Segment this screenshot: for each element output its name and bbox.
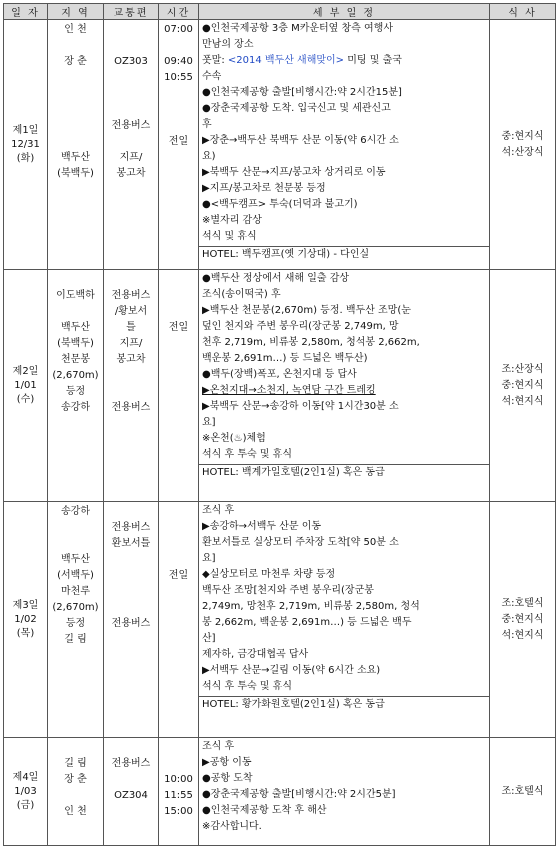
meal-item: 조:산장식 [501, 363, 544, 375]
schedule-line: ●백두(장백)폭포, 온천지대 등 답사 [202, 369, 357, 380]
transport-cell-line: 봉고차 [116, 354, 146, 365]
transport-cell-line: 틀 [126, 322, 136, 333]
schedule-cell [199, 502, 490, 738]
schedule-line: ●장춘국제공항 출발[비행시간:약 2시간5분] [202, 789, 396, 800]
region-cell-line: 송강하 [61, 506, 90, 517]
schedule-line: ◆실상모터로 마천루 차량 등정 [202, 569, 336, 580]
meals-cell [490, 738, 556, 846]
region-cell-line [48, 70, 103, 86]
time-cell-line: 전일 [168, 136, 189, 147]
region-cell-line: 마천루 [61, 586, 90, 597]
region-cell-line: 인 천 [64, 24, 87, 35]
day-label: (수) [16, 393, 35, 405]
meals-cell [490, 20, 556, 270]
schedule-line: ▶송강하→서백두 산문 이동 [202, 521, 322, 532]
transport-cell [104, 20, 159, 270]
schedule-line: 만남의 장소 [202, 39, 254, 50]
region-cell-line: 등정 [65, 618, 86, 629]
transport-cell-line: OZ303 [114, 56, 148, 67]
schedule-line: ▶장춘→백두산 북백두 산문 이동(약 6시간 소 [202, 135, 399, 146]
schedule-line: 산] [202, 633, 216, 644]
time-cell-line: 09:40 [164, 56, 193, 67]
region-cell-line [48, 118, 103, 134]
schedule-line: ※온천(♨)체험 [202, 433, 266, 444]
schedule-line: ▶지프/봉고차로 천문봉 등정 [202, 183, 326, 194]
header-schedule: 세 부 일 정 [199, 4, 490, 20]
schedule-meeting-title: <2014 백두산 새해맞이> [227, 55, 345, 66]
schedule-line: 석식 후 투숙 및 휴식 [202, 681, 292, 692]
transport-cell-line [104, 134, 158, 150]
schedule-line: ※감사합니다. [202, 821, 262, 832]
region-cell-line [48, 788, 103, 804]
transport-cell-line: 지프/ [119, 338, 143, 349]
transport-cell-line: 지프/ [119, 152, 143, 163]
region-cell-line: (2,670m) [52, 370, 99, 381]
transport-cell-line [104, 70, 158, 86]
day-label: 제1일 [12, 124, 39, 136]
time-cell-line [159, 740, 198, 756]
schedule-line: 수속 [202, 71, 222, 82]
itinerary-table [3, 3, 556, 846]
day-row [4, 502, 556, 738]
day-label: 1/01 [14, 379, 37, 391]
time-cell-line: 15:00 [164, 806, 193, 817]
schedule-cell [199, 738, 490, 846]
transport-cell-line [104, 552, 158, 568]
day-label: (화) [16, 152, 35, 164]
schedule-line: ▶서백두 산문→길림 이동(약 6시간 소요) [202, 665, 381, 676]
day-label: 제4일 [12, 771, 39, 783]
region-cell-line: 송강하 [61, 402, 90, 413]
schedule-lines [199, 270, 489, 464]
region-cell-line [48, 102, 103, 118]
time-cell-line: 11:55 [164, 790, 193, 801]
schedule-line: ●공항 도착 [202, 773, 253, 784]
day-row [4, 738, 556, 846]
schedule-line: 백두산 조망[천지와 주변 봉우리(장군봉 [202, 585, 374, 596]
schedule-lines [199, 20, 489, 246]
meals-cell [490, 270, 556, 502]
transport-cell-line [104, 504, 158, 520]
schedule-line: ▶공항 이동 [202, 757, 252, 768]
region-cell-line: 인 천 [64, 806, 87, 817]
region-cell-line: 길 림 [64, 634, 87, 645]
time-cell-line [159, 288, 198, 304]
region-cell [48, 270, 104, 502]
day-cell [4, 502, 48, 738]
region-cell-line: 백두산 [61, 554, 90, 565]
schedule-line: ●인천국제공항 3층 M카운터옆 창측 여행사 [202, 23, 393, 34]
day-label: 1/02 [14, 613, 37, 625]
region-cell-line [48, 520, 103, 536]
transport-cell-line [104, 600, 158, 616]
schedule-line: ●인천국제공항 출발[비행시간:약 2시간15분] [202, 87, 402, 98]
schedule-line: 조식 후 [202, 741, 235, 752]
schedule-line: ●백두산 정상에서 새해 일출 감상 [202, 273, 350, 284]
time-cell-line [159, 504, 198, 520]
transport-cell-line [104, 368, 158, 384]
schedule-line: 덮인 천지와 주변 봉우리(장군봉 2,749m, 망 [202, 321, 399, 332]
transport-cell-line: 환보서틀 [111, 538, 151, 549]
schedule-line [202, 53, 486, 69]
region-cell-line [48, 38, 103, 54]
transport-cell-line [104, 804, 158, 820]
region-cell [48, 20, 104, 270]
hotel-line: HOTEL: 백두캠프(옛 기상대) - 다인실 [199, 246, 489, 262]
day-cell [4, 738, 48, 846]
schedule-line: 2,749m, 망천후 2,719m, 비류봉 2,580m, 청석 [202, 601, 420, 612]
schedule-lines [199, 502, 489, 696]
time-cell-line [159, 118, 198, 134]
transport-cell-line [104, 38, 158, 54]
transport-cell-line [104, 772, 158, 788]
transport-cell-line: /황보서 [114, 306, 148, 317]
region-cell-line: (북백두) [57, 168, 94, 179]
region-cell-line: 장 춘 [64, 774, 87, 785]
meal-item: 석:현지식 [501, 629, 544, 641]
time-cell-line [159, 756, 198, 772]
schedule-meeting-prefix: 폿말: [202, 55, 228, 66]
schedule-line: ●인천국제공항 도착 후 해산 [202, 805, 327, 816]
schedule-meeting-suffix: 미팅 및 출국 [344, 55, 402, 66]
transport-cell-line: 전용버스 [111, 290, 151, 301]
time-cell-line [159, 536, 198, 552]
meal-item: 조:호텔식 [501, 597, 544, 609]
region-cell-line [48, 304, 103, 320]
schedule-line: 환보서틀로 실상모터 주차장 도착[약 50분 소 [202, 537, 399, 548]
header-meals: 식 사 [490, 4, 556, 20]
meal-item: 조:호텔식 [501, 785, 544, 797]
schedule-line [202, 383, 486, 399]
schedule-line: 조식 후 [202, 505, 235, 516]
transport-cell-line [104, 102, 158, 118]
time-cell-line: 전일 [168, 322, 189, 333]
time-cell [159, 270, 199, 502]
schedule-line: 석식 후 투숙 및 휴식 [202, 449, 292, 460]
region-cell-line: (북백두) [57, 338, 94, 349]
meal-item: 중:현지식 [501, 379, 544, 391]
region-cell-line: 이도백하 [56, 290, 95, 301]
region-cell [48, 738, 104, 846]
schedule-line: 후 [202, 119, 212, 130]
hotel-line: HOTEL: 백계가일호텔(2인1실) 혹은 동급 [199, 464, 489, 480]
schedule-line: ▶백두산 천문봉(2,670m) 등정. 백두산 조망(눈 [202, 305, 411, 316]
day-label: (목) [16, 627, 35, 639]
day-label: 12/31 [11, 138, 40, 150]
schedule-line: ▶북백두 산문→지프/봉고차 상거리로 이동 [202, 167, 386, 178]
day-label: (금) [16, 799, 35, 811]
transport-cell-line: 전용버스 [111, 402, 151, 413]
transport-cell-line [104, 584, 158, 600]
transport-cell-line: 봉고차 [116, 168, 146, 179]
header-time: 시간 [159, 4, 199, 20]
region-cell-line [48, 272, 103, 288]
time-cell [159, 502, 199, 738]
transport-cell-line: 전용버스 [111, 120, 151, 131]
time-cell-line: 10:55 [164, 72, 193, 83]
schedule-cell [199, 270, 490, 502]
schedule-line: 요] [202, 417, 216, 428]
schedule-trekking: ▶온천지대→소천지, 녹연담 구간 트레킹 [202, 385, 376, 396]
region-cell-line: (2,670m) [52, 602, 99, 613]
time-cell-line [159, 520, 198, 536]
time-cell-line [159, 86, 198, 102]
meal-item: 석:현지식 [501, 395, 544, 407]
time-cell-line: 10:00 [164, 774, 193, 785]
day-label: 제3일 [12, 599, 39, 611]
schedule-lines [199, 738, 489, 836]
schedule-line: ※별자리 감상 [202, 215, 262, 226]
transport-cell-line [104, 86, 158, 102]
schedule-line: ●<백두캠프> 투숙(더덕과 불고기) [202, 199, 358, 210]
time-cell [159, 20, 199, 270]
region-cell-line: 길 림 [64, 758, 87, 769]
time-cell-line: 전일 [168, 570, 189, 581]
schedule-cell [199, 20, 490, 270]
transport-cell-line: 전용버스 [111, 618, 151, 629]
region-cell-line: 천문봉 [61, 354, 90, 365]
header-row [4, 4, 556, 20]
time-cell-line [159, 102, 198, 118]
meal-item: 중:현지식 [501, 613, 544, 625]
itinerary-table-wrapper [3, 3, 555, 851]
transport-cell [104, 502, 159, 738]
schedule-line: 천후 2,719m, 비류봉 2,580m, 청석봉 2,662m, [202, 337, 420, 348]
meal-item: 중:현지식 [501, 130, 544, 142]
region-cell-line: 백두산 [61, 152, 90, 163]
meal-item: 석:산장식 [501, 146, 544, 158]
header-region: 지 역 [48, 4, 104, 20]
region-cell-line: (서백두) [57, 570, 94, 581]
transport-cell-line [104, 384, 158, 400]
region-cell-line: 장 춘 [64, 56, 87, 67]
region-cell-line [48, 740, 103, 756]
region-cell-line: 등정 [65, 386, 86, 397]
day-label: 제2일 [12, 365, 39, 377]
region-cell-line: 백두산 [61, 322, 90, 333]
transport-cell-line [104, 740, 158, 756]
day-row [4, 270, 556, 502]
time-cell-line [159, 552, 198, 568]
time-cell-line [159, 38, 198, 54]
time-cell-line: 07:00 [164, 24, 193, 35]
hotel-line: HOTEL: 황가화원호텔(2인1실) 혹은 동급 [199, 696, 489, 712]
schedule-line: 조식(송이떡국) 후 [202, 289, 281, 300]
day-label: 1/03 [14, 785, 37, 797]
schedule-line: 석식 및 휴식 [202, 231, 257, 242]
region-cell [48, 502, 104, 738]
region-cell-line [48, 134, 103, 150]
transport-cell [104, 270, 159, 502]
time-cell [159, 738, 199, 846]
header-transport: 교통편 [104, 4, 159, 20]
header-date: 일 자 [4, 4, 48, 20]
schedule-line: 제자하, 금강대협곡 답사 [202, 649, 309, 660]
day-cell [4, 20, 48, 270]
transport-cell-line [104, 568, 158, 584]
transport-cell-line: 전용버스 [111, 758, 151, 769]
schedule-line: 요] [202, 553, 216, 564]
schedule-line: ▶북백두 산문→송강하 이동[약 1시간30분 소 [202, 401, 399, 412]
transport-cell-line: 전용버스 [111, 522, 151, 533]
schedule-line: ●장춘국제공항 도착. 입국신고 및 세관신고 [202, 103, 391, 114]
region-cell-line [48, 536, 103, 552]
day-row [4, 20, 556, 270]
transport-cell-line: OZ304 [114, 790, 148, 801]
meals-cell [490, 502, 556, 738]
time-cell-line [159, 272, 198, 288]
transport-cell-line [104, 272, 158, 288]
schedule-line: 요) [202, 151, 216, 162]
transport-cell [104, 738, 159, 846]
schedule-line: 봉 2,662m, 백운봉 2,691m…) 등 드넓은 백두 [202, 617, 412, 628]
transport-cell-line [104, 22, 158, 38]
time-cell-line [159, 304, 198, 320]
region-cell-line [48, 86, 103, 102]
schedule-line: 백운봉 2,691m…) 등 드넓은 백두산) [202, 353, 368, 364]
day-cell [4, 270, 48, 502]
